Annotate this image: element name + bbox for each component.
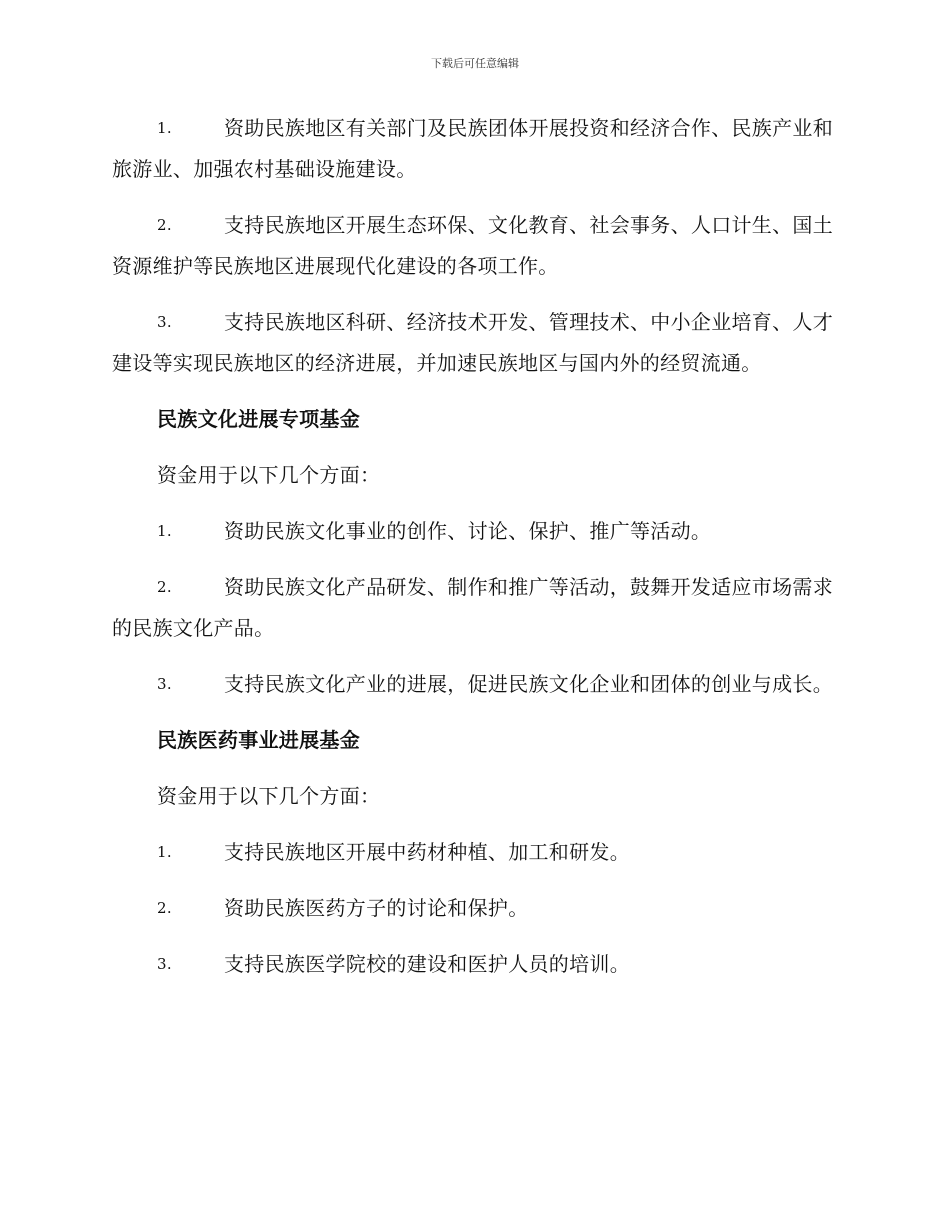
list-item [112, 832, 837, 873]
document-body [112, 108, 837, 1000]
list-item [112, 664, 837, 705]
section-heading-medicine-fund: 民族医药事业进展基金 [157, 728, 360, 752]
list-item-number: 1. [157, 843, 172, 861]
list-item [112, 511, 837, 552]
section-intro: 资金用于以下几个方面： [157, 463, 381, 487]
list-item [112, 567, 837, 649]
list-item-text: 支持民族文化产业的进展，促进民族文化企业和团体的创业与成长。 [224, 672, 833, 696]
list-item-text: 支持民族地区开展中药材种植、加工和研发。 [224, 840, 630, 864]
list-item-text: 支持民族地区开展生态环保、文化教育、社会事务、人口计生、国土资源维护等民族地区进展现代化建设的各项工作。 [112, 213, 833, 278]
list-item-text: 资助民族医药方子的讨论和保护。 [224, 896, 529, 920]
list-item-number: 3. [157, 313, 172, 331]
page-header: 下载后可任意编辑 [431, 57, 519, 70]
list-item-number: 2. [157, 899, 172, 917]
list-item-number: 2. [157, 578, 172, 596]
list-item-number: 1. [157, 522, 172, 540]
list-item-text: 资助民族地区有关部门及民族团体开展投资和经济合作、民族产业和旅游业、加强农村基础设施建设。 [112, 116, 833, 181]
list-item [112, 108, 837, 190]
list-item-number: 3. [157, 955, 172, 973]
section-intro: 资金用于以下几个方面： [157, 784, 381, 808]
list-item-text: 资助民族文化产品研发、制作和推广等活动，鼓舞开发适应市场需求的民族文化产品。 [112, 575, 833, 640]
list-item-text: 支持民族地区科研、经济技术开发、管理技术、中小企业培育、人才建设等实现民族地区的经济进展，并加速民族地区与国内外的经贸流通。 [112, 310, 833, 375]
list-item-number: 1. [157, 119, 172, 137]
list-item-number: 3. [157, 675, 172, 693]
list-item [112, 888, 837, 929]
list-item-text: 资助民族文化事业的创作、讨论、保护、推广等活动。 [224, 519, 712, 543]
section-heading-culture-fund: 民族文化进展专项基金 [157, 407, 360, 431]
list-item-text: 支持民族医学院校的建设和医护人员的培训。 [224, 952, 630, 976]
list-item-number: 2. [157, 216, 172, 234]
list-item [112, 944, 837, 985]
list-item [112, 205, 837, 287]
list-item [112, 302, 837, 384]
